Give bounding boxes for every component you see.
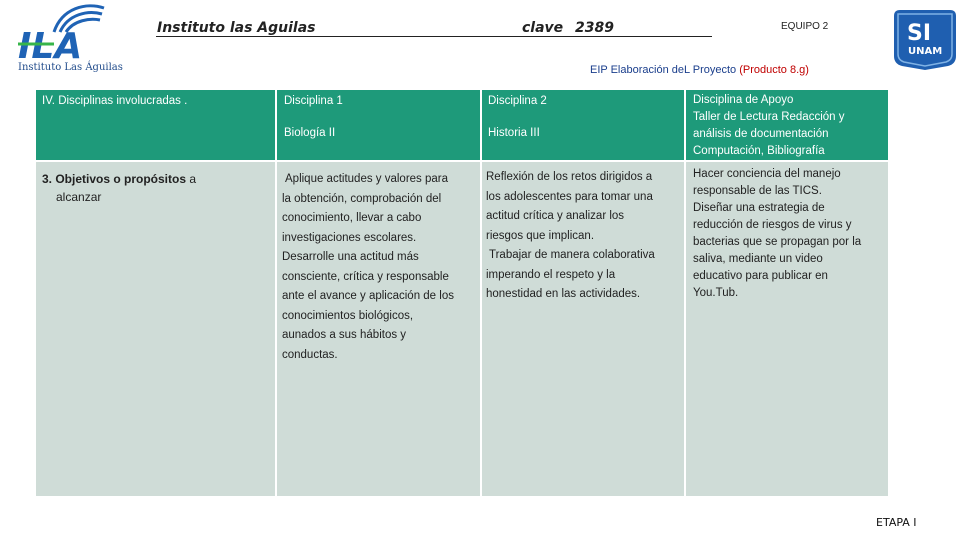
objectives-label-line2: alcanzar [56,190,102,204]
objective-line: ante el avance y aplicación de los [282,290,454,302]
objective-line: investigaciones escolares. [282,231,417,244]
svg-text:UNAM: UNAM [908,46,943,57]
svg-text:SI: SI [907,21,932,46]
objective-line: actitud crítica y analizar los [486,210,625,222]
objective-line: saliva, mediante un video [693,253,823,265]
col-divider-3 [684,90,686,496]
objectives-col3 [693,166,861,302]
objective-line: los adolescentes para tomar una [486,190,653,203]
header-underline [156,36,712,37]
discipline-1-value: Biología II [284,127,336,139]
objectives-col2 [486,168,655,305]
objective-line: consciente, crítica y responsable [282,270,449,283]
objective-line: responsable de las TICS. [693,185,822,197]
objective-line: Hacer conciencia del manejo [693,168,841,180]
discipline-2-value: Historia III [488,127,540,139]
support-discipline [693,92,845,160]
objective-line: conocimiento, llevar a cabo [282,212,422,224]
objective-line: You.Tub. [693,287,739,299]
objective-line: conocimientos biológicos, [282,309,414,322]
support-line: Disciplina de Apoyo [693,94,794,106]
team-label: EQUIPO 2 [781,21,829,32]
objective-line: imperando el respeto y la [486,268,616,281]
discipline-1-title: Disciplina 1 [284,95,343,107]
row1-label: IV. Disciplinas involucradas . [42,95,188,107]
objective-line: aunados a sus hábitos y [282,329,407,341]
clave-value: 2389 [575,20,614,36]
row-divider [36,160,888,162]
col-divider-1 [275,90,277,496]
logo-caption: Instituto Las Águilas [18,62,123,73]
objective-line: educativo para publicar en [693,270,828,282]
si-unam-logo [890,2,960,70]
objectives-col1 [282,170,454,365]
svg-text:ILA: ILA [18,26,83,67]
objective-line: Aplique actitudes y valores para [285,173,449,185]
objectives-label [42,170,196,206]
planning-table [36,90,888,496]
objective-line: riesgos que implican. [486,229,595,242]
objective-line: Diseñar una estrategia de [693,202,825,214]
support-line: Taller de Lectura Redacción y [693,111,845,123]
stage-label: ETAPA I [876,516,917,529]
objective-line: la obtención, comprobación del [282,192,442,205]
col-divider-2 [480,90,482,496]
subtitle [590,64,809,76]
support-line: Computación, Bibliografía [693,145,825,157]
objective-line: bacterias que se propagan por la [693,236,862,248]
objective-line: Trabajar de manera colaborativa [489,249,655,261]
institution-title: Instituto las Aguilas [157,20,316,36]
objective-line: Reflexión de los retos dirigidos a [486,171,653,183]
objectives-label-bold: 3. Objetivos o propósitos [42,172,187,186]
discipline-2-title: Disciplina 2 [488,95,547,107]
clave-label: clave [522,20,564,36]
support-line: análisis de documentación [693,128,829,140]
objective-line: Desarrolle una actitud más [282,251,419,263]
objective-line: conductas. [282,348,338,361]
objective-line: reducción de riesgos de virus y [693,219,852,231]
objective-line: honestidad en las actividades. [486,288,641,300]
subtitle-main: EIP Elaboración deL Proyecto [590,64,737,76]
subtitle-product: (Producto 8.g) [739,64,809,76]
objectives-label-rest: a [189,172,197,186]
